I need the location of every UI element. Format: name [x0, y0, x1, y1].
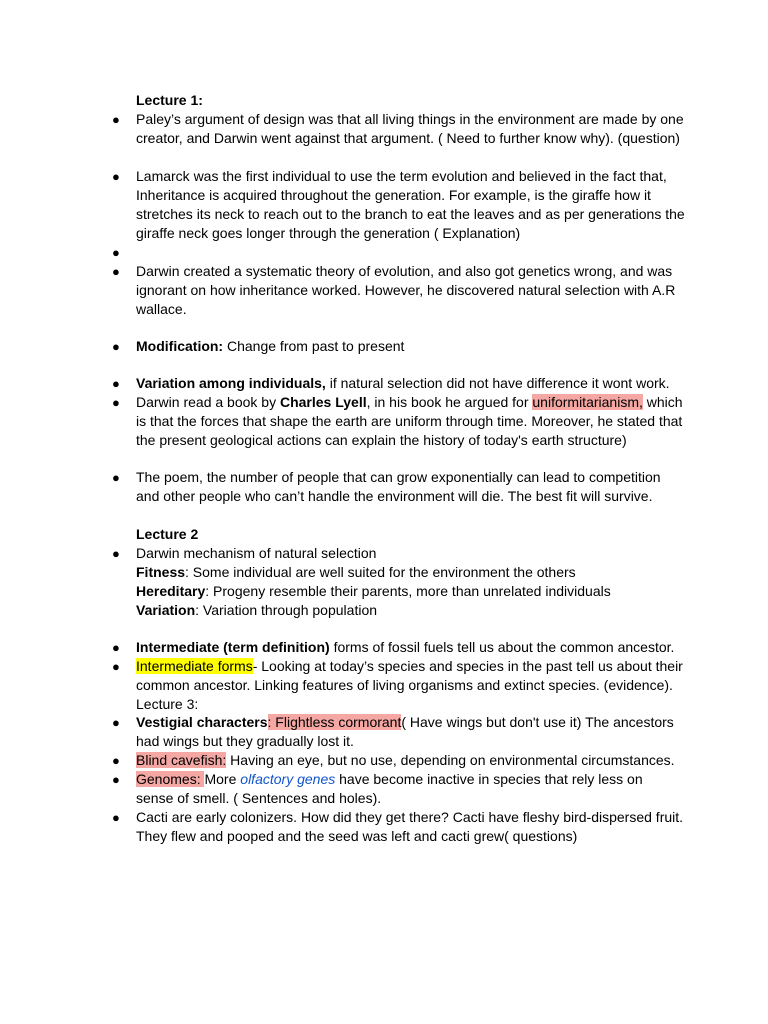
bullet-icon: ●: [112, 810, 120, 825]
variation-term: Variation among individuals,: [136, 375, 326, 391]
bullet-icon: ●: [112, 169, 120, 184]
bullet-icon: ●: [112, 395, 120, 410]
modification-term: Modification:: [136, 338, 224, 354]
vestigial-line-1: Vestigial characters: Flightless cormorant( Have wings but don't use it) The ancestors: [136, 714, 674, 730]
paley-line-1: Paley’s argument of design was that all living things in the environment are made by one: [136, 111, 684, 127]
bullet-icon: ●: [112, 112, 120, 127]
lamarck-line-1: Lamarck was the first individual to use the term evolution and believed in the fact that,: [136, 168, 667, 184]
bullet-icon: ●: [112, 659, 120, 674]
cacti-line-1: Cacti are early colonizers. How did they get there? Cacti have fleshy bird-dispersed fruit.: [136, 809, 684, 825]
cacti-line-2: They flew and pooped and the seed was left and cacti grew( questions): [136, 828, 578, 844]
lecture2-heading: Lecture 2: [136, 526, 199, 542]
flightless-cormorant-highlight: : Flightless cormorant: [267, 714, 402, 730]
darwin-theory-line-3: wallace.: [136, 301, 187, 317]
intermediate-term: Intermediate (term definition): [136, 639, 330, 655]
bullet-icon: ●: [112, 245, 120, 260]
lamarck-line-2: Inheritance is acquired throughout the generation. For example, is the giraffe how it: [136, 187, 651, 203]
vestigial-line-2: had wings but they gradually lost it.: [136, 733, 354, 749]
forms-line-1: Intermediate forms- Looking at today’s species and species in the past tell us about their: [136, 658, 683, 674]
charles-lyell-name: Charles Lyell: [279, 394, 367, 410]
bullet-icon: ●: [112, 715, 120, 730]
bullet-icon: ●: [112, 753, 120, 768]
fitness-line: Fitness: Some individual are well suited for the environment the others: [136, 564, 576, 580]
lecture3-label: Lecture 3:: [136, 696, 199, 712]
variation-text: if natural selection did not have difference it wont work.: [325, 375, 670, 391]
modification-text: Change from past to present: [223, 338, 405, 354]
lyell-line-1: Darwin read a book by Charles Lyell, in his book he argued for uniformitarianism, which: [136, 394, 683, 410]
poem-line-2: and other people who can’t handle the environment will die. The best fit will survive.: [136, 488, 653, 504]
olfactory-genes-link[interactable]: olfactory genes: [240, 771, 336, 787]
bullet-icon: ●: [112, 772, 120, 787]
uniformitarianism-highlight: uniformitarianism,: [532, 394, 643, 410]
bullet-icon: ●: [112, 339, 120, 354]
genomes-highlight: Genomes:: [136, 771, 205, 787]
bullet-icon: ●: [112, 264, 120, 279]
lamarck-line-3: stretches its neck to reach out to the branch to eat the leaves and as per generations the: [136, 206, 685, 222]
intermediate-forms-highlight: Intermediate forms: [136, 658, 253, 674]
blind-cavefish-highlight: Blind cavefish:: [136, 752, 227, 768]
genomes-line-1: Genomes: More olfactory genes have become inactive in species that rely less on: [136, 771, 643, 787]
darwin-theory-line-2: ignorant on how inheritance worked. However, he discovered natural selection with A.R: [136, 282, 676, 298]
bullet-icon: ●: [112, 470, 120, 485]
genomes-line-2: sense of smell. ( Sentences and holes).: [136, 790, 382, 806]
bullet-icon: ●: [112, 546, 120, 561]
lecture1-heading: Lecture 1:: [136, 92, 203, 108]
mechanism-line: Darwin mechanism of natural selection: [136, 545, 377, 561]
document-page: Lecture 1: ● Paley’s argument of design was that all living things in the environment are made by one creator, and Darwin went against that argument. ( Need to further know why). (question) ● Lamarck was the first individual to use the term evolution and believed in the fact that, Inheritance is acquired throughout the generation. For example, is the giraffe how it stretches its neck to reach out to the branch to eat the leaves and as per generations the giraffe neck goes longer through the generation ( Explanation) ● ● Darwin created a systematic theory of evolution, and also got genetics wrong, and was ignorant on how inheritance worked. However, he discovered natural selection with A.R wallace. ● Modification: Change from past to present ● Variation among individuals, if natural selection did not have difference it wont work. ● Darwin read a book by Charles Lyell, in his book he argued for uniformitarianism, which is that the forces that shape the earth are uniform through time. Moreover, he stated that the present geological actions can explain the history of today's earth structure) ● The poem, the number of people that can grow exponentially can lead to competition and other people who can’t handle the environment will die. The best fit will survive. Lecture 2 ● Darwin mechanism of natural selection Fitness: Some individual are well suited for the environment the others Hereditary: Progeny resemble their parents, more than unrelated individuals Variation: Variation through population ● Intermediate (term definition) forms of fossil fuels tell us about the common ancestor. ● Intermediate forms- Looking at today’s species and species in the past tell us about their common ancestor. Linking features of living organisms and extinct species. (evidence). Lecture 3: ● Vestigial characters: Flightless cormorant( Have wings but don't use it) The ancestors had wings but they gradually lost it. ● Blind cavefish: Having an eye, but no use, depending on environmental circumstances. ● Genomes: More olfactory genes have become inactive in species that rely less on sense of smell. ( Sentences and holes). ● Cacti are early colonizers. How did they get there? Cacti have fleshy bird-dispersed fruit. They flew and pooped and the seed was left and cacti grew( questions): [0, 0, 768, 1024]
bullet-icon: ●: [112, 640, 120, 655]
darwin-theory-line-1: Darwin created a systematic theory of evolution, and also got genetics wrong, and was: [136, 263, 673, 279]
forms-line-2: common ancestor. Linking features of living organisms and extinct species. (evidence).: [136, 677, 673, 693]
lyell-line-3: the present geological actions can explain the history of today's earth structure): [136, 432, 627, 448]
bullet-icon: ●: [112, 376, 120, 391]
poem-line-1: The poem, the number of people that can grow exponentially can lead to competition: [136, 469, 661, 485]
lamarck-line-4: giraffe neck goes longer through the generation ( Explanation): [136, 225, 521, 241]
hereditary-line: Hereditary: Progeny resemble their parents, more than unrelated individuals: [136, 583, 611, 599]
paley-line-2: creator, and Darwin went against that argument. ( Need to further know why). (question): [136, 130, 680, 146]
vestigial-term: Vestigial characters: [136, 714, 268, 730]
variation-population-line: Variation: Variation through population: [136, 602, 378, 618]
lyell-line-2: is that the forces that shape the earth are uniform through time. Moreover, he stated that: [136, 413, 683, 429]
